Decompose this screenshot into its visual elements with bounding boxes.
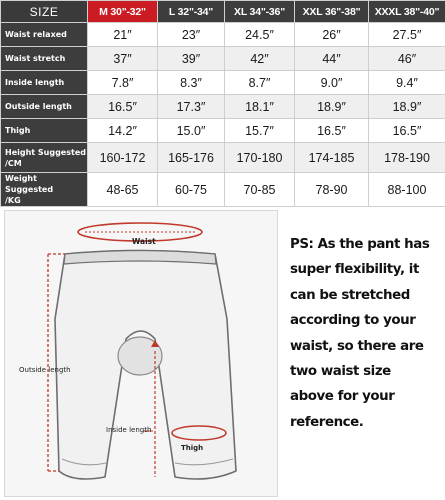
table-cell: 88-100 — [369, 173, 445, 207]
table-cell: 17.3″ — [158, 95, 225, 119]
table-row-waist-relaxed — [1, 23, 445, 47]
size-header-xl: XL 34"-36" — [225, 1, 295, 23]
row-label-line: Weight Suggested — [5, 174, 54, 194]
outside-length-label: Outside length — [19, 366, 71, 374]
size-corner-label: SIZE — [1, 1, 88, 23]
table-cell: 60-75 — [158, 173, 225, 207]
table-row-thigh — [1, 119, 445, 143]
row-label-line: Height Suggested — [5, 147, 86, 157]
inside-length-label: Inside length — [106, 426, 152, 434]
size-chart-table — [0, 0, 445, 207]
table-cell: 14.2″ — [88, 119, 158, 143]
table-cell: 9.4″ — [369, 71, 445, 95]
row-label-thigh: Thigh — [1, 119, 88, 143]
table-row-weight-suggested — [1, 173, 445, 207]
table-cell: 23″ — [158, 23, 225, 47]
table-row-height-suggested — [1, 143, 445, 173]
table-cell: 39″ — [158, 47, 225, 71]
table-cell: 7.8″ — [88, 71, 158, 95]
table-cell: 16.5″ — [369, 119, 445, 143]
thigh-label: Thigh — [181, 444, 204, 452]
table-cell: 42″ — [225, 47, 295, 71]
table-cell: 170-180 — [225, 143, 295, 173]
size-header-m: M 30"-32" — [88, 1, 158, 23]
table-row-inside-length — [1, 71, 445, 95]
table-cell: 16.5″ — [88, 95, 158, 119]
table-cell: 27.5″ — [369, 23, 445, 47]
size-header-row — [1, 1, 445, 23]
ps-note-line: two waist size — [290, 364, 391, 380]
table-cell: 15.7″ — [225, 119, 295, 143]
row-label-line: /CM — [5, 158, 22, 168]
row-label-inside-length: Inside length — [1, 71, 88, 95]
table-cell: 18.1″ — [225, 95, 295, 119]
size-header-xxxl: XXXL 38"-40" — [369, 1, 445, 23]
table-cell: 18.9″ — [295, 95, 369, 119]
size-header-l: L 32"-34" — [158, 1, 225, 23]
table-cell: 78-90 — [295, 173, 369, 207]
table-row-waist-stretch — [1, 47, 445, 71]
table-cell: 21″ — [88, 23, 158, 47]
table-cell: 16.5″ — [295, 119, 369, 143]
ps-note-line: reference. — [290, 414, 364, 430]
table-row-outside-length — [1, 95, 445, 119]
table-cell: 18.9″ — [369, 95, 445, 119]
measurement-diagram — [4, 210, 278, 497]
size-header-xxl: XXL 36"-38" — [295, 1, 369, 23]
table-cell: 9.0″ — [295, 71, 369, 95]
table-cell: 165-176 — [158, 143, 225, 173]
ps-note-line: waist, so there are — [290, 338, 424, 354]
ps-note-line: can be stretched — [290, 287, 410, 303]
row-label-waist-relaxed: Waist relaxed — [1, 23, 88, 47]
table-cell: 37″ — [88, 47, 158, 71]
ps-note — [290, 232, 442, 435]
row-label-outside-length: Outside length — [1, 95, 88, 119]
row-label-weight-suggested — [1, 173, 88, 207]
ps-note-line: according to your — [290, 313, 416, 329]
table-cell: 178-190 — [369, 143, 445, 173]
table-cell: 8.7″ — [225, 71, 295, 95]
table-cell: 160-172 — [88, 143, 158, 173]
table-cell: 15.0″ — [158, 119, 225, 143]
ps-note-line: above for your — [290, 389, 395, 405]
table-cell: 8.3″ — [158, 71, 225, 95]
table-cell: 48-65 — [88, 173, 158, 207]
table-cell: 70-85 — [225, 173, 295, 207]
row-label-waist-stretch: Waist stretch — [1, 47, 88, 71]
table-cell: 46″ — [369, 47, 445, 71]
table-cell: 44″ — [295, 47, 369, 71]
shorts-illustration — [5, 211, 278, 497]
ps-note-line: PS: As the pant has — [290, 237, 430, 252]
row-label-height-suggested — [1, 143, 88, 173]
waist-label: Waist — [132, 237, 156, 246]
row-label-line: /KG — [5, 196, 21, 205]
table-cell: 24.5″ — [225, 23, 295, 47]
table-cell: 26″ — [295, 23, 369, 47]
ps-note-line: super flexibility, it — [290, 262, 419, 278]
table-cell: 174-185 — [295, 143, 369, 173]
